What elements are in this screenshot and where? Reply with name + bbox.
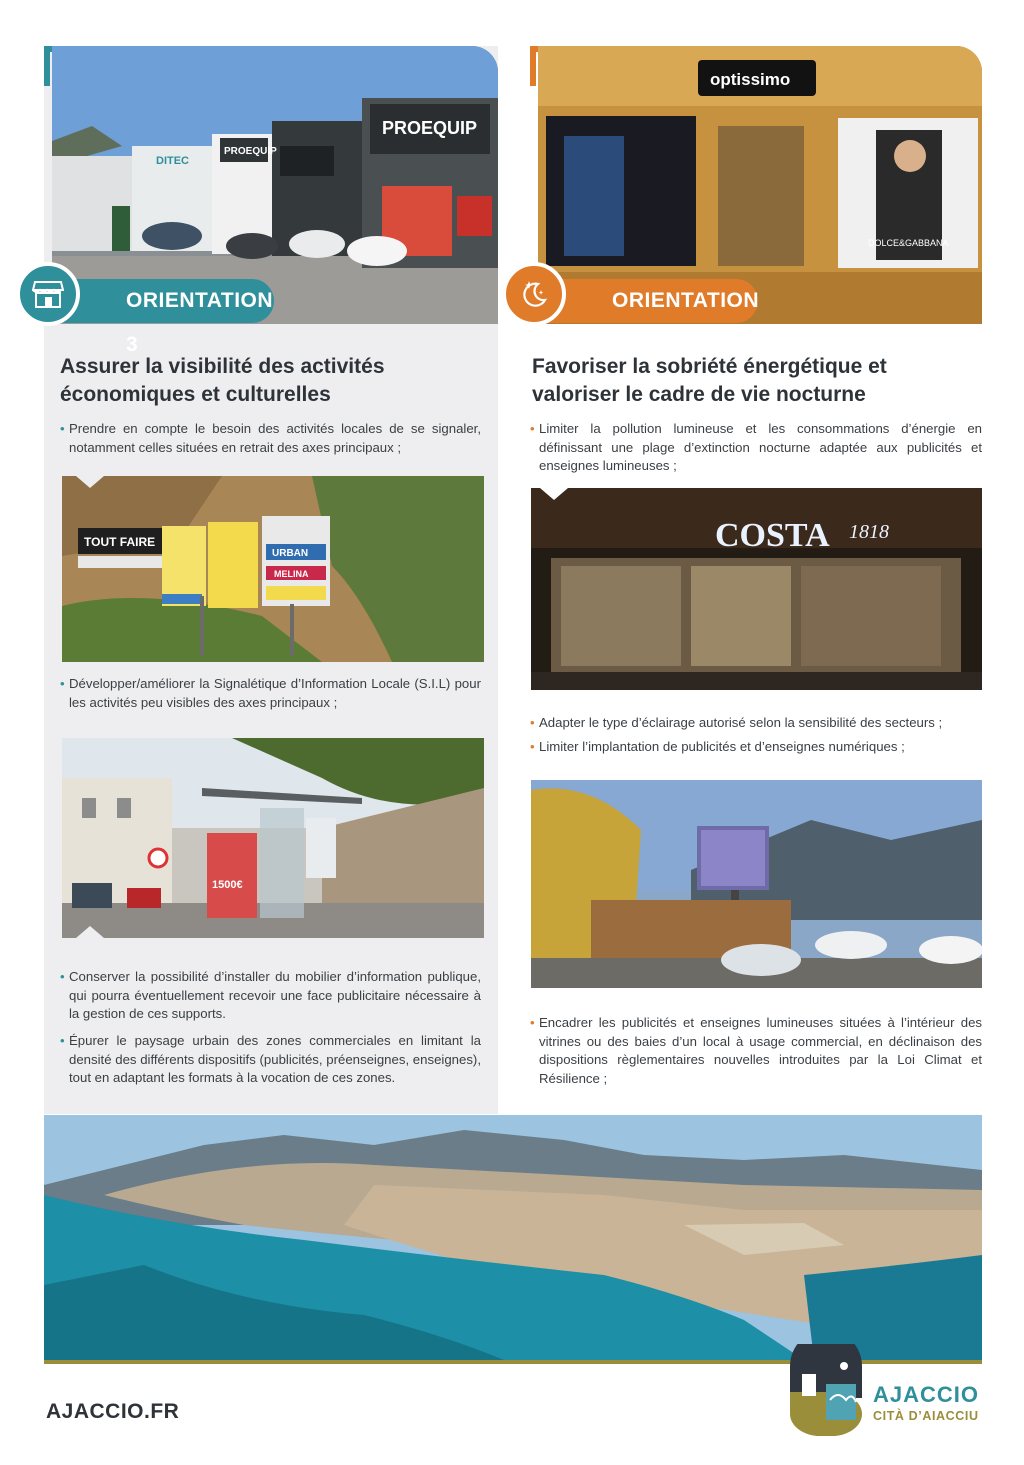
costa-illustration <box>531 488 982 690</box>
costa-storefront-photo <box>531 488 982 690</box>
photo-notch <box>76 476 104 488</box>
urban-sign: URBAN <box>272 548 309 559</box>
orientation-3-label: ORIENTATION 3 <box>126 289 274 356</box>
costa-sign-year: 1818 <box>849 521 889 543</box>
orientation-4-bullet-1: • Limiter la pollution lumineuse et les consommations d’énergie en définissant une plage d’extinction nocturne adaptée aux publicités et enseignes lumineuses ; <box>530 420 982 476</box>
night-icon-circle <box>502 262 566 326</box>
signage-illustration <box>62 476 484 662</box>
bus-shelter-photo <box>62 738 484 938</box>
billboard-illustration <box>531 780 982 988</box>
orientation-4-heading: Favoriser la sobriété énergétique et valoriser le cadre de vie nocturne <box>532 355 887 406</box>
orientation-4-bullet-4: • Encadrer les publicités et enseignes lumineuses situées à l’intérieur des vitrines ou des baies d’un local à usage commercial, en déclinaison des dispositions règlementaires nouvelles introduites par la Loi Climat et Résilience ; <box>530 1014 982 1088</box>
orientation-4-bullet-3: • Limiter l’implantation de publicités et d’enseignes numériques ; <box>530 738 982 757</box>
ajaccio-logo <box>786 1344 866 1436</box>
orientation-3-bullet-3: • Conserver la possibilité d’installer du mobilier d’information publique, qui pourra éventuellement recevoir une face publicitaire nécessaire à la gestion de ces supports. <box>60 968 481 1024</box>
orientation-3-bullet-4: • Épurer le paysage urbain des zones commerciales en limitant la densité des différents dispositifs (publicités, préenseignes, enseignes), tout en adaptant les formats à la vocation de ces zones. <box>60 1032 481 1088</box>
logo-subtitle: CITÀ D’AIACCIU <box>873 1409 979 1423</box>
ajaccio-crest-icon <box>786 1344 866 1436</box>
digital-billboard-photo <box>531 780 982 988</box>
costa-sign: COSTA <box>715 517 830 554</box>
optissimo-sign: optissimo <box>710 70 791 89</box>
ditec-sign: DITEC <box>156 155 189 167</box>
tout-faire-sign: TOUT FAIRE <box>84 535 156 549</box>
orientation-3-bullet-1: • Prendre en compte le besoin des activités locales de se signaler, notamment celles situées en retrait des axes principaux ; <box>60 420 481 457</box>
photo-notch <box>540 488 568 500</box>
website-url[interactable]: AJACCIO.FR <box>46 1400 180 1423</box>
ajaccio-panorama-photo <box>44 1115 982 1360</box>
shop-icon <box>32 279 64 309</box>
dolce-gabbana-sign: DOLCE&GABBANA <box>868 238 949 248</box>
orientation-4-badge <box>538 279 760 356</box>
photo-notch <box>76 926 104 938</box>
orientation-4-label: ORIENTATION 4 <box>612 289 760 356</box>
shop-icon-circle <box>16 262 80 326</box>
moon-stars-icon <box>518 278 550 310</box>
bus-shelter-illustration <box>62 738 484 938</box>
proequip-small-sign: PROEQUIP <box>224 146 277 157</box>
orientation-3-badge <box>52 279 274 356</box>
melina-sign: MELINA <box>274 569 309 579</box>
logo-title: AJACCIO <box>873 1382 980 1407</box>
orientation-3-bullet-2: • Développer/améliorer la Signalétique d’Information Locale (S.I.L) pour les activités peu visibles des axes principaux ; <box>60 675 481 712</box>
signage-photo <box>62 476 484 662</box>
orientation-4-bullet-2: • Adapter le type d’éclairage autorisé selon la sensibilité des secteurs ; <box>530 714 982 733</box>
shelter-ad-price: 1500€ <box>212 879 243 891</box>
proequip-sign: PROEQUIP <box>382 118 478 138</box>
orientation-3-heading: Assurer la visibilité des activités économiques et culturelles <box>60 355 385 406</box>
panorama-illustration <box>44 1115 982 1360</box>
